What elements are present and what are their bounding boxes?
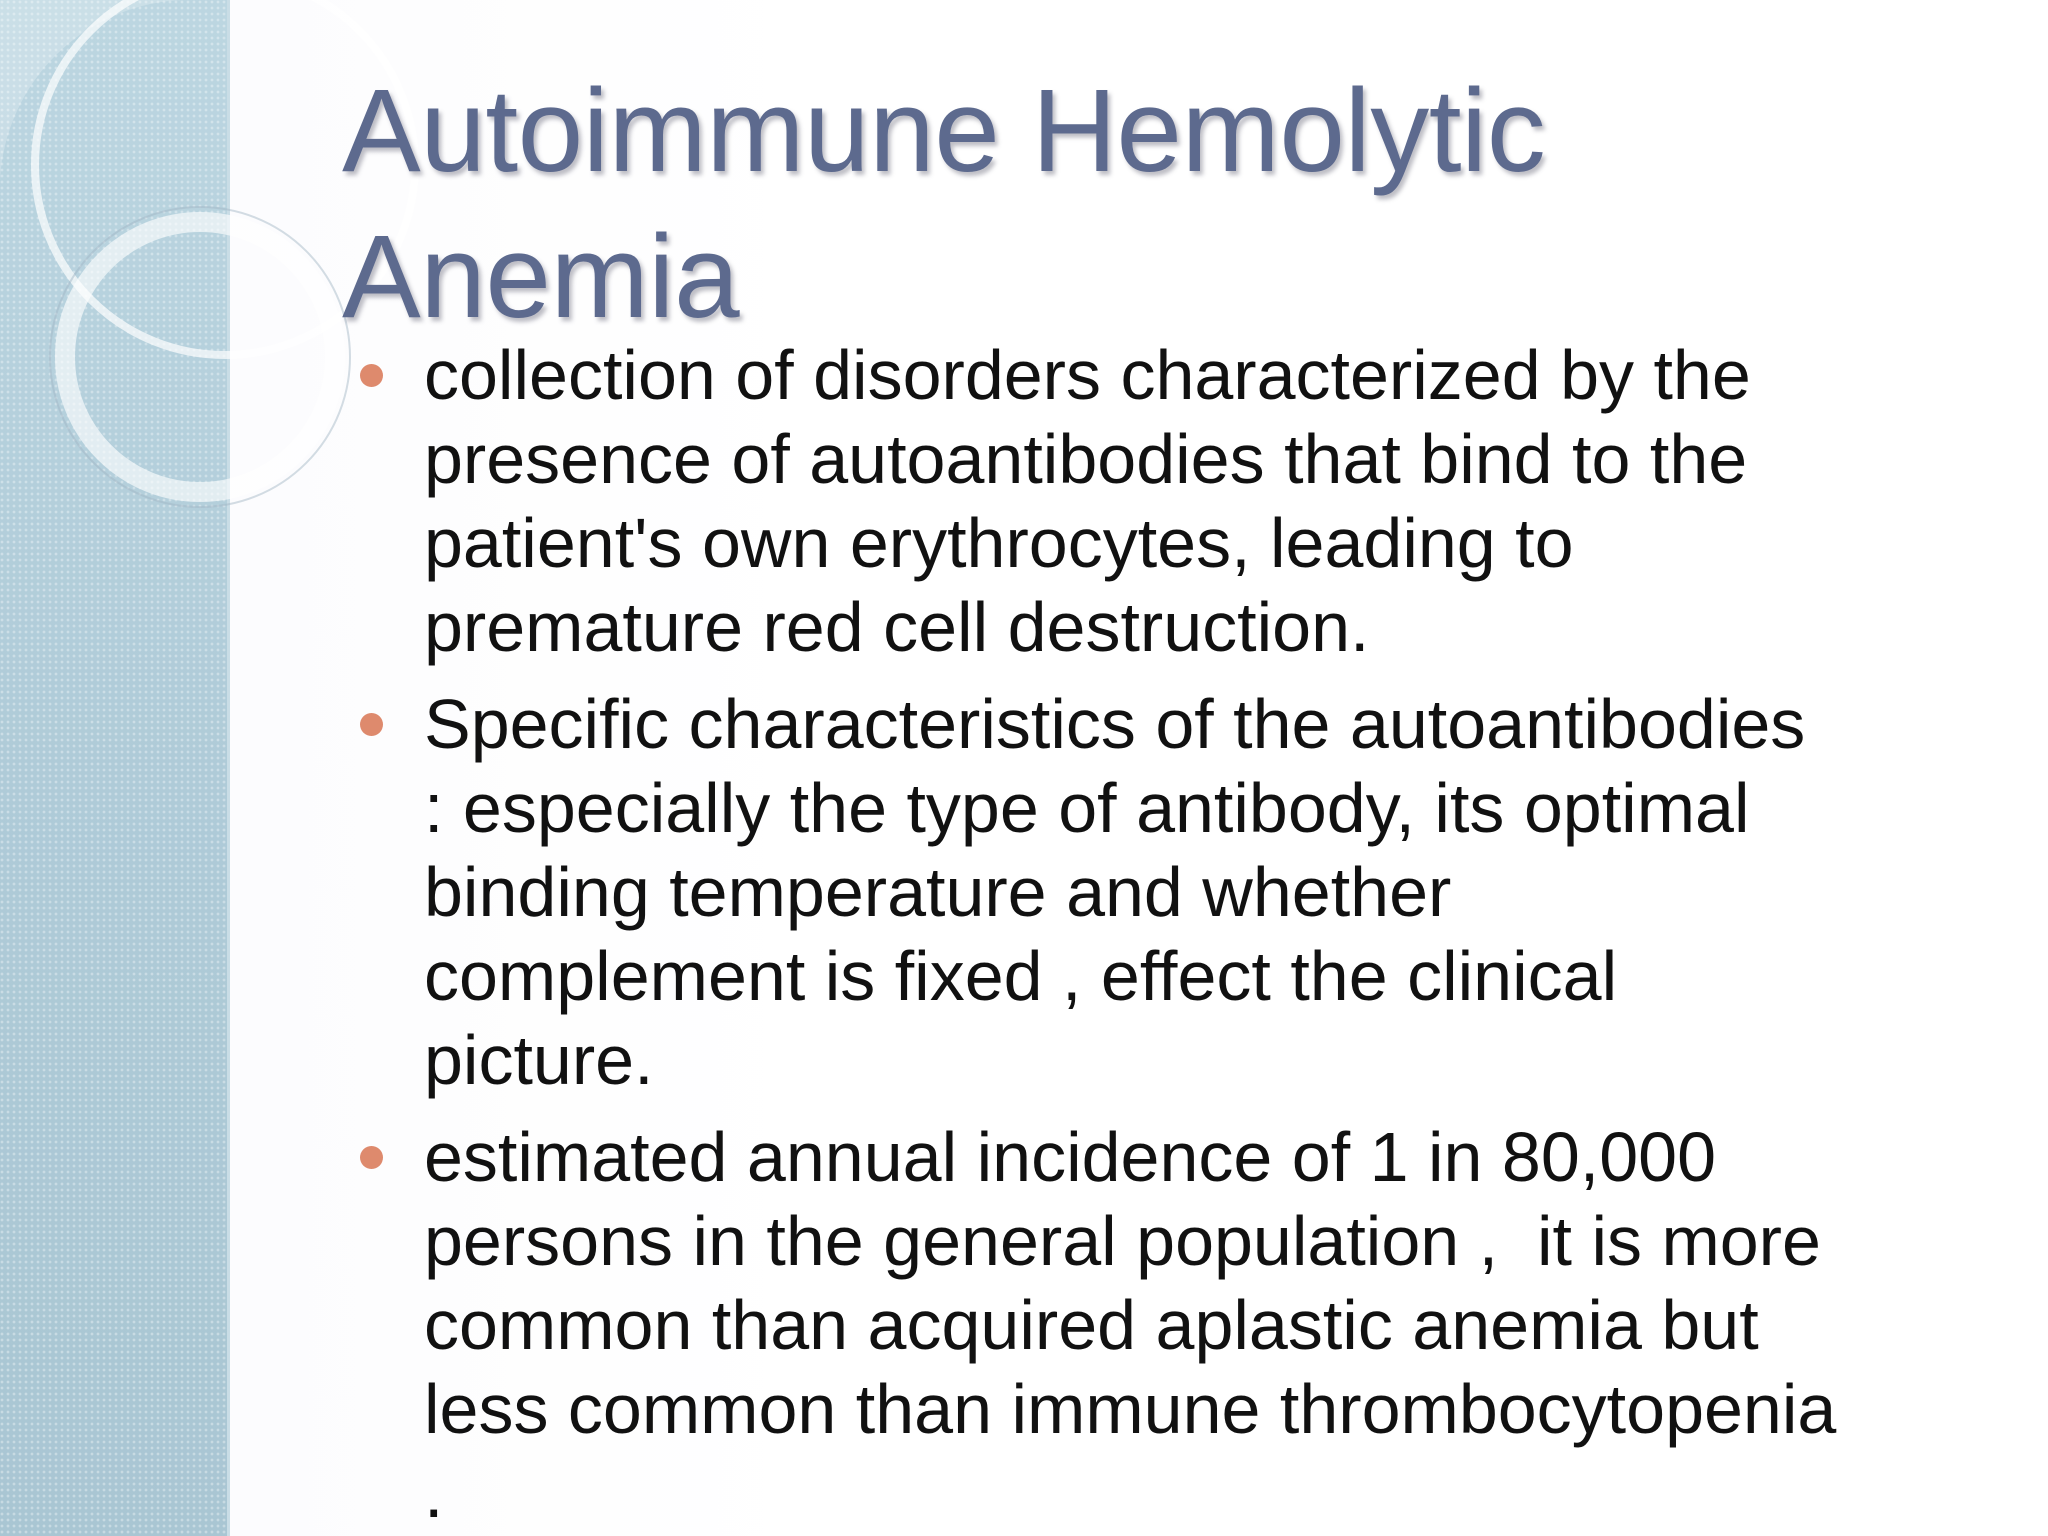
- bullet-line: estimated annual incidence of 1 in 80,000: [424, 1118, 1717, 1196]
- bullet-marker-icon: [360, 1146, 383, 1169]
- bullet-line: complement is fixed , effect the clinical: [424, 937, 1618, 1015]
- bullet-text: [424, 1115, 2024, 1535]
- bullet-marker-icon: [360, 364, 383, 387]
- bullet-line: less common than immune thrombocytopenia: [424, 1370, 1837, 1448]
- title-line: Autoimmune Hemolytic: [342, 65, 1546, 197]
- title-line: Anemia: [342, 211, 740, 343]
- bullet-text: [424, 682, 2024, 1102]
- bullet-line: patient's own erythrocytes, leading to: [424, 504, 1574, 582]
- bullet-line: collection of disorders characterized by the: [424, 336, 1751, 414]
- bullet-line: common than acquired aplastic anemia but: [424, 1286, 1759, 1364]
- bullet-line: binding temperature and whether: [424, 853, 1452, 931]
- bullet-line: .: [424, 1454, 444, 1532]
- bullet-line: premature red cell destruction.: [424, 588, 1370, 666]
- bullet-text: [424, 333, 2024, 669]
- bullet-line: persons in the general population , it is more: [424, 1202, 1821, 1280]
- bullet-line: presence of autoantibodies that bind to the: [424, 420, 1748, 498]
- bullet-marker-icon: [360, 713, 383, 736]
- bullet-line: Specific characteristics of the autoantibodies: [424, 685, 1806, 763]
- bullet-line: : especially the type of antibody, its optimal: [424, 769, 1750, 847]
- slide-title: [342, 58, 1942, 350]
- bullet-line: picture.: [424, 1021, 654, 1099]
